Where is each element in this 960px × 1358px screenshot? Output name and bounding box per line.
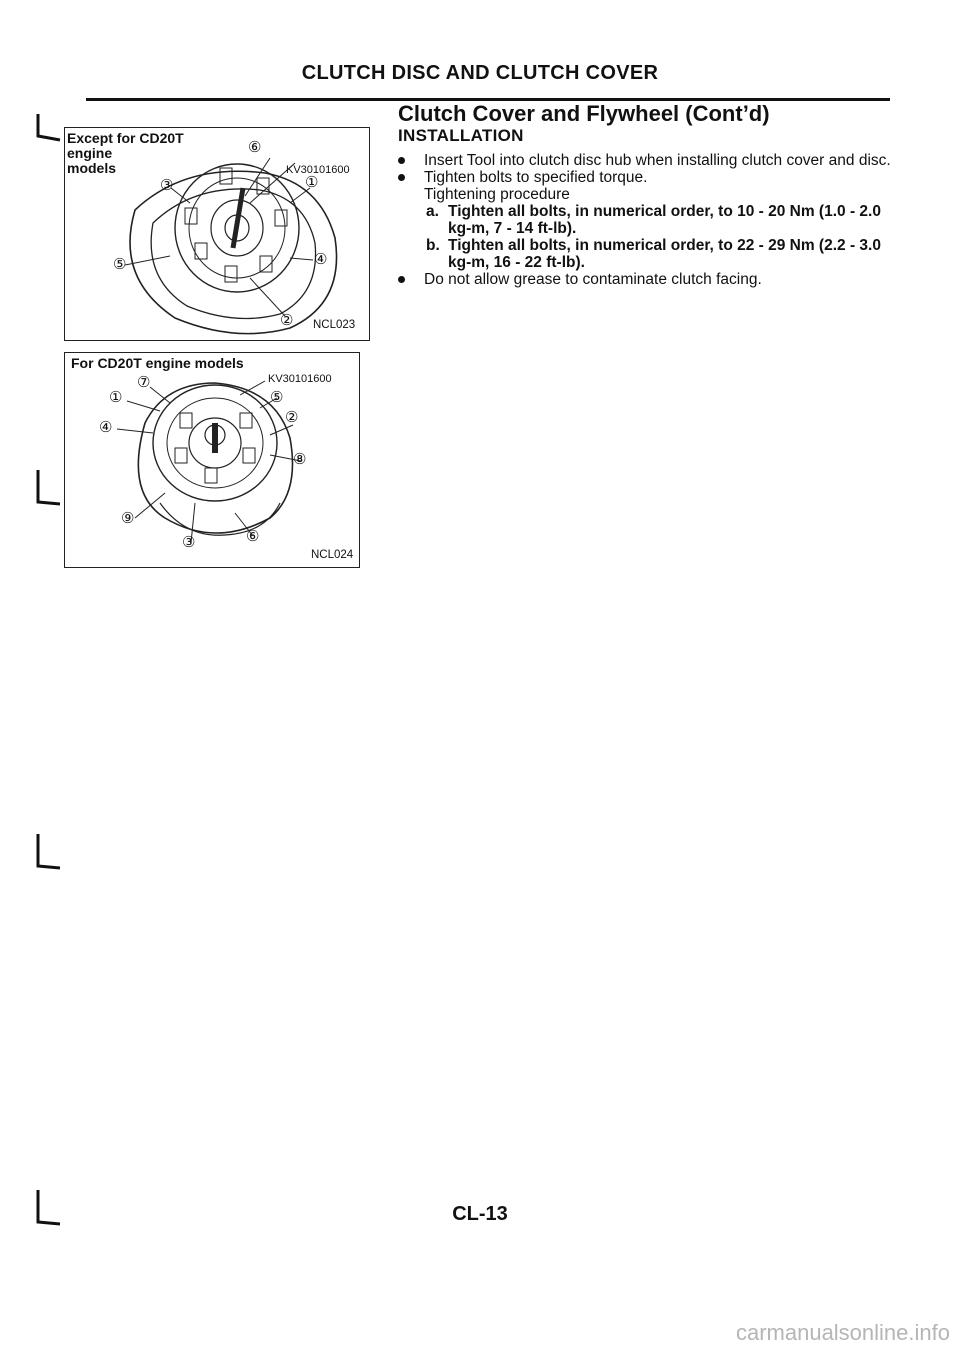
step-text: Tighten all bolts, in numerical order, to 22 - 29 Nm (2.2 - 3.0 kg-m, 16 - 22 ft-lb). (448, 237, 881, 271)
callout-label: ⑥ (248, 139, 262, 156)
bullet-dot-icon (398, 157, 405, 164)
procedure-title: Tightening procedure (424, 186, 570, 203)
callout-label: ⑦ (137, 374, 151, 391)
step-text: Tighten all bolts, in numerical order, to 10 - 20 Nm (1.0 - 2.0 kg-m, 7 - 14 ft-lb). (448, 203, 881, 237)
figure-caption: For CD20T engine models (71, 355, 244, 371)
tool-number: KV30101600 (286, 164, 350, 176)
figure-code: NCL024 (311, 549, 354, 561)
section-title: Clutch Cover and Flywheel (Cont’d) (398, 101, 770, 126)
bullet-text: Insert Tool into clutch disc hub when installing clutch cover and disc. (424, 152, 891, 169)
procedure-step (398, 203, 898, 237)
page-header: CLUTCH DISC AND CLUTCH COVER (301, 62, 659, 84)
callout-label: ② (280, 312, 294, 329)
margin-mark (34, 832, 64, 872)
callout-label: ① (305, 174, 319, 191)
callout-label: ④ (314, 251, 328, 268)
figure-cd20t (64, 352, 360, 568)
callout-label: ④ (99, 419, 113, 436)
callout-label: ③ (160, 177, 174, 194)
figure-except-cd20t (64, 127, 370, 341)
procedure-step (398, 237, 898, 271)
margin-mark (34, 468, 64, 508)
margin-mark (34, 112, 64, 142)
callout-label: ⑤ (113, 256, 127, 273)
callout-label: ⑧ (293, 451, 307, 468)
callout-label: ⑥ (246, 528, 260, 545)
callout-label: ③ (182, 534, 196, 551)
tool-number: KV30101600 (268, 373, 332, 385)
callout-label: ⑨ (121, 510, 135, 527)
bullet-dot-icon (398, 276, 405, 283)
figure-caption: Except for CD20T engine models (67, 130, 184, 176)
watermark: carmanualsonline.info (735, 1320, 950, 1345)
bullet-item (398, 152, 898, 169)
callout-label: ① (109, 389, 123, 406)
callout-label: ⑤ (270, 389, 284, 406)
figure-code: NCL023 (313, 319, 356, 331)
callout-label: ② (285, 409, 299, 426)
instructions (398, 152, 898, 288)
bullet-dot-icon (398, 174, 405, 181)
step-letter: a. (426, 203, 439, 220)
step-letter: b. (426, 237, 440, 254)
clutch-cover-diagram-2 (65, 353, 359, 567)
bullet-text: Tighten bolts to specified torque. (424, 169, 648, 186)
bullet-item (398, 169, 898, 203)
section-subtitle: INSTALLATION (398, 126, 524, 145)
bullet-text: Do not allow grease to contaminate clutch facing. (424, 271, 762, 288)
page-number: CL-13 (452, 1203, 508, 1225)
bullet-item (398, 271, 898, 288)
